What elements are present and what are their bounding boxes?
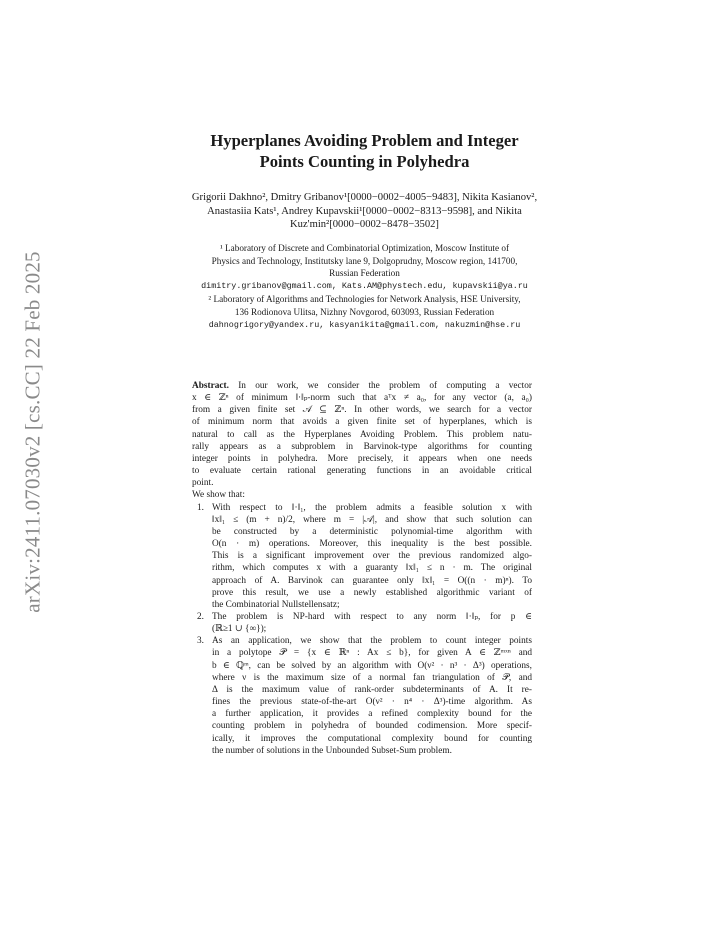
result-line: prove this result, we use a newly established algorithmic variant of [212,587,532,598]
affiliation-line: Russian Federation [329,268,400,279]
abstract [192,380,532,757]
result-item [192,502,532,611]
affiliation-line: ¹ Laboratory of Discrete and Combinatorial Optimization, Moscow Institute of [219,242,510,253]
paper-header [163,130,566,331]
affiliation-emails: dimitry.gribanov@gmail.com, Kats.AM@phystech.edu, kupavskii@ya.ru [201,281,528,292]
abstract-line: We show that: [192,490,245,501]
abstract-line: rally appears as a subproblem in Barvinok-type algorithms for counting [192,441,532,452]
result-number: 3. [197,636,204,647]
affiliation-line: ² Laboratory of Algorithms and Technologies for Network Analysis, HSE University, [208,293,521,304]
result-line: rithm, which computes x with a guaranty ‖x‖₁ ≤ n · m. The original [212,563,532,574]
abstract-line: of minimum norm that avoids a given finite set of hyperplanes, which is [192,417,532,428]
result-number: 2. [197,611,204,622]
title-line: Hyperplanes Avoiding Problem and Integer [210,131,519,150]
abstract-label: Abstract. [192,381,229,391]
result-line: With respect to ‖·‖₁, the problem admits a feasible solution x with [212,502,532,513]
abstract-line: integer points in polyhedra. More precisely, it appears when one needs [192,453,532,464]
result-line: b ∈ ℚᵐ, can be solved by an algorithm with O(ν² · n³ · Δ³) operations, [212,660,532,671]
affiliation-line: 136 Rodionova Ulitsa, Nizhny Novgorod, 603093, Russian Federation [234,306,495,317]
abstract-line [192,380,532,392]
result-item [192,635,532,757]
result-line: (ℝ≥1 ∪ {∞}); [212,624,267,635]
result-line: be constructed by a deterministic polynomial-time algorithm with [212,526,532,537]
author-line: Kuz'min²[0000−0002−8478−3502] [290,219,439,231]
result-line: Δ is the maximum value of rank-order subdeterminants of A. It re- [212,684,532,695]
affiliation-emails: dahnogrigory@yandex.ru, kasyanikita@gmail.com, nakuzmin@hse.ru [208,319,521,330]
author-list [163,191,566,232]
abstract-line: to evaluate certain rational generating functions in an avoidable critical [192,466,532,477]
result-line: approach of A. Barvinok can guarantee only ‖x‖₁ = O((n · m)ⁿ). To [212,575,532,586]
result-line: O(n · m) operations. Moreover, this inequality is the best possible. [212,539,532,550]
result-line: where ν is the maximum size of a normal fan triangulation of 𝒫, and [212,672,532,683]
affiliation-line: Physics and Technology, Institutsky lane 9, Dolgoprudny, Moscow region, 141700, [211,255,518,266]
result-item [192,611,532,635]
author-line: Anastasiia Kats¹, Andrey Kupavskii¹[0000−0002−8313−9598], and Nikita [207,205,522,217]
abstract-line: from a given finite set 𝒜 ⊆ ℤⁿ. In other words, we search for a vector [192,405,532,416]
result-line: As an application, we show that the problem to count integer points [212,636,532,647]
result-line: the Combinatorial Nullstellensatz; [212,599,340,610]
abstract-text: In our work, we consider the problem of computing a vector [238,381,532,391]
result-line: a further application, it provides a refined complexity bound for the [212,709,532,720]
result-number: 1. [197,502,204,513]
result-line: This is a significant improvement over the previous randomized algo- [212,551,532,562]
result-line: in a polytope 𝒫 = {x ∈ ℝⁿ : Ax ≤ b}, for given A ∈ ℤᵐˣⁿ and [212,648,532,659]
abstract-line: point. [192,478,214,489]
result-line: fines the previous state-of-the-art O(ν² · n⁴ · Δ³)-time algorithm. As [212,697,532,708]
abstract-line: x ∈ ℤⁿ of minimum ‖·‖ₚ-norm such that aᵀx ≠ a₀, for any vector (a, a₀) [192,393,532,404]
paper-title [163,130,566,172]
affiliations [163,242,566,332]
abstract-paragraph [192,380,532,502]
title-line: Points Counting in Polyhedra [259,152,470,171]
author-line: Grigorii Dakhno², Dmitry Gribanov¹[0000−0002−4005−9483], Nikita Kasianov², [191,192,538,203]
result-line: ‖x‖₁ ≤ (m + n)/2, where m = |𝒜|, and show that such solution can [212,514,532,525]
result-line: The problem is NP-hard with respect to any norm ‖·‖ₚ, for p ∈ [212,611,532,622]
result-line: counting problem in polyhedra of bounded codimension. More specif- [212,721,532,732]
result-line: the number of solutions in the Unbounded Subset-Sum problem. [212,745,452,756]
result-line: ically, it improves the computational complexity bound for counting [212,733,532,744]
results-list [192,502,532,757]
arxiv-identifier: arXiv:2411.07030v2 [cs.CC] 22 Feb 2025 [20,251,45,613]
abstract-line: natural to call as the Hyperplanes Avoiding Problem. This problem natu- [192,429,532,440]
